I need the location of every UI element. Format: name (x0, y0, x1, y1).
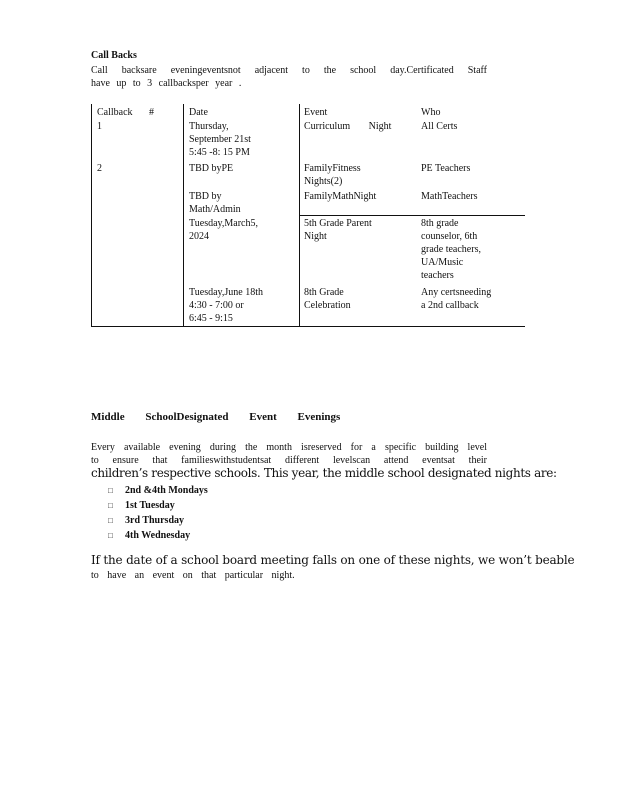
list-item (108, 528, 208, 543)
table-cell-event: 5th Grade Parent Night (304, 218, 372, 242)
table-cell-who: MathTeachers (421, 191, 478, 202)
table-cell-event: Curriculum Night (304, 121, 392, 132)
table-col-divider (183, 104, 184, 326)
callbacks-heading: Call Backs (91, 50, 137, 61)
table-cell-date: Tuesday,June 18th 4:30 - 7:00 or 6:45 - 9:15 (189, 287, 263, 324)
table-cell-callback-number: 1 (97, 121, 102, 132)
checkbox-bullet-icon: □ (108, 486, 113, 495)
checkbox-bullet-icon: □ (108, 516, 113, 525)
table-cell-event: FamilyFitness Nights(2) (304, 163, 361, 187)
table-cell-date: Thursday, September 21st 5:45 -8: 15 PM (189, 121, 251, 158)
designated-paragraph-line-1: Every available evening during the month isreserved for a specific building level (91, 442, 487, 453)
checkbox-bullet-icon: □ (108, 531, 113, 540)
designated-note-line-1: If the date of a school board meeting falls on one of these nights, we won’t beable (91, 553, 575, 567)
table-header-who: Who (421, 107, 441, 118)
designated-paragraph-line-2: to ensure that familieswithstudentsat different levelscan attend eventsat their (91, 455, 487, 466)
table-cell-who: PE Teachers (421, 163, 471, 174)
designated-nights-list (108, 483, 208, 543)
table-cell-date: TBD by Math/Admin (189, 191, 241, 215)
table-cell-event: 8th Grade Celebration (304, 287, 351, 311)
night-label: 2nd &4th Mondays (125, 485, 208, 496)
list-item (108, 498, 208, 513)
night-label: 1st Tuesday (125, 500, 175, 511)
table-cell-who: Any certsneeding a 2nd callback (421, 287, 492, 311)
table-header-event: Event (304, 107, 328, 118)
table-header-callback: Callback # (97, 107, 155, 118)
night-label: 4th Wednesday (125, 530, 191, 541)
designated-paragraph-line-3: children’s respective schools. This year, the middle school designated nights are: (91, 466, 557, 480)
designated-note-line-2: to have an event on that particular night. (91, 570, 295, 581)
callbacks-intro-line-2: have up to 3 callbacksper year . (91, 78, 242, 89)
designated-heading: Middle SchoolDesignated Event Evenings (91, 411, 341, 423)
callbacks-table (91, 104, 525, 327)
table-header-date: Date (189, 107, 208, 118)
table-cell-date: TBD byPE (189, 163, 234, 174)
callbacks-intro-line-1: Call backsare eveningeventsnot adjacent to the school day.Certificated Staff (91, 65, 487, 76)
list-item (108, 483, 208, 498)
table-cell-date: Tuesday,March5, 2024 (189, 218, 258, 242)
table-cell-who: 8th grade counselor, 6th grade teachers, UA/Music teachers (421, 218, 481, 281)
table-cell-who: All Certs (421, 121, 458, 132)
night-label: 3rd Thursday (125, 515, 185, 526)
list-item (108, 513, 208, 528)
table-row-divider (299, 215, 525, 216)
table-cell-callback-number: 2 (97, 163, 102, 174)
checkbox-bullet-icon: □ (108, 501, 113, 510)
table-cell-event: FamilyMathNight (304, 191, 377, 202)
